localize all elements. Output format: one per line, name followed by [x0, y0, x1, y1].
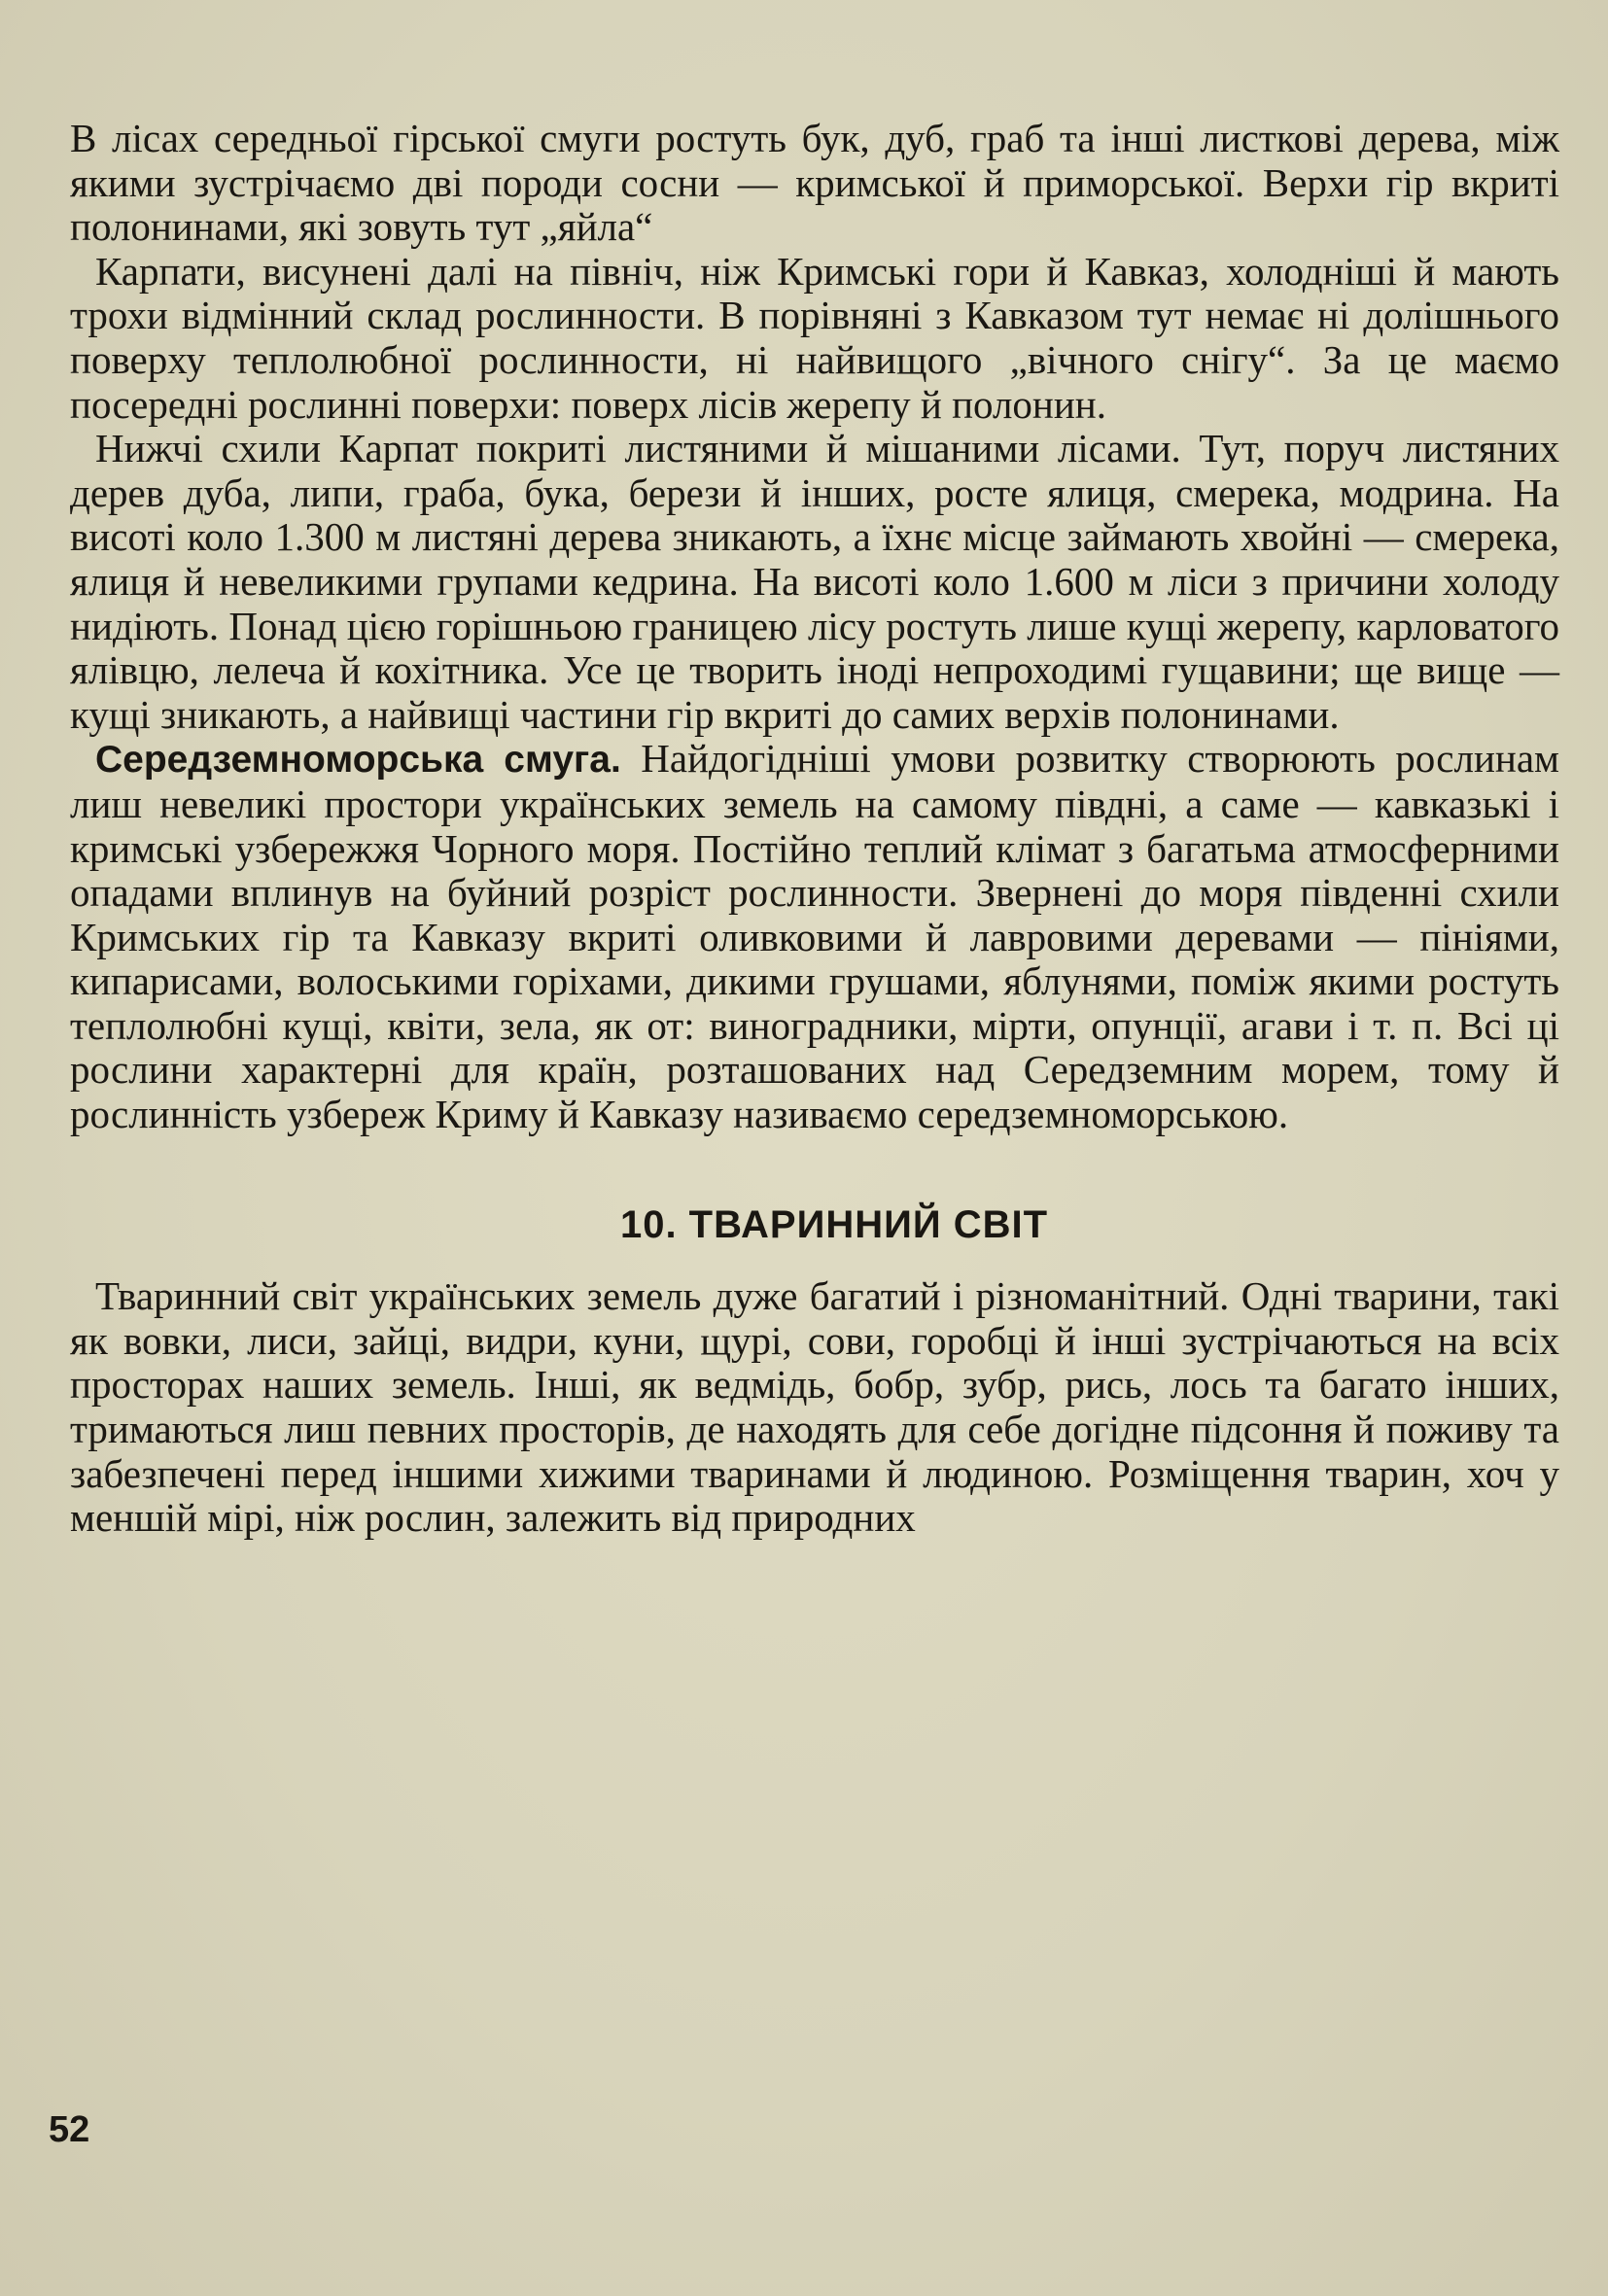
page-number: 52 — [49, 2109, 90, 2150]
paragraph-carpathians: Карпати, висунені далі на північ, ніж Кримські гори й Кавказ, холодніші й мають трохи відмінний склад рослинности. В порівняні з Кавказом тут немає ні долішнього поверху теплолюбної рослинности, ні найвищого „вічного снігу“. За це маємо посередні рослинні поверхи: поверх лісів жерепу й полонин. — [70, 248, 1559, 427]
section-title: 10. ТВАРИННИЙ СВІТ — [619, 1202, 1049, 1246]
paragraph-animal-world: Тваринний світ українських земель дуже багатий і різноманітний. Одні тварини, такі як вовки, лиси, зайці, видри, куни, щурі, сови, горобці й інші зустрічаються на всіх просторах наших земель. Інші, як ведмідь, бобр, зубр, рись, лось та багато інших, тримаються лиш певних просторів, де находять для себе догідне підсоння й поживу та забезпечені перед іншими хижими тваринами й людиною. Розміщення тварин, хоч у меншій мірі, ніж рослин, залежить від природних — [70, 1273, 1559, 1541]
paragraph-lead-term: Середземноморська смуга. — [95, 739, 621, 782]
paragraph-crimea-forests: В лісах середньої гірської смуги ростуть бук, дуб, граб та інші листкові дерева, між якими зустрічаємо дві породи сосни — кримської й приморської. Верхи гір вкриті полонинами, які зовуть тут „яйла“ — [70, 116, 1559, 250]
paragraph-mediterranean — [70, 737, 1559, 1136]
paragraph-mediterranean-body: Найдогідніші умови розвитку створюють рослинам лиш невеликі простори українських земель на самому півдні, а саме — кавказькі і кримські узбережжя Чорного моря. Постійно теплий клімат з багатьма атмосферними опадами вплинув на буйний розріст рослинности. Звернені до моря південні схили Кримських гір та Кавказу вкриті оливковими й лавровими деревами — пініями, кипарисами, волоськими горіхами, дикими грушами, яблунями, поміж якими ростуть теплолюбні кущі, квіти, зела, як от: виноградники, мірти, опунції, агави і т. п. Всі ці рослини характерні для країн, розташованих над Середземним морем, тому й рослинність узбереж Криму й Кавказу називаємо середземноморською. — [70, 736, 1559, 1137]
page-text — [70, 117, 1559, 1541]
paragraph-carpathian-slopes: Нижчі схили Карпат покриті листяними й мішаними лісами. Тут, поруч листяних дерев дуба, липи, граба, бука, берези й інших, росте ялиця, смерека, модрина. На висоті коло 1.300 м листяні дерева зникають, а їхнє місце займають хвойні — смерека, ялиця й невеликими групами кедрина. На висоті коло 1.600 м ліси з причини холоду нидіють. Понад цією горішньою границею лісу ростуть лише кущі жерепу, карловатого ялівцю, лелеча й кохітника. Усе це творить іноді непроходимі гущавини; ще вище — кущі зникають, а найвищі частини гір вкриті до самих верхів полонинами. — [70, 426, 1559, 737]
